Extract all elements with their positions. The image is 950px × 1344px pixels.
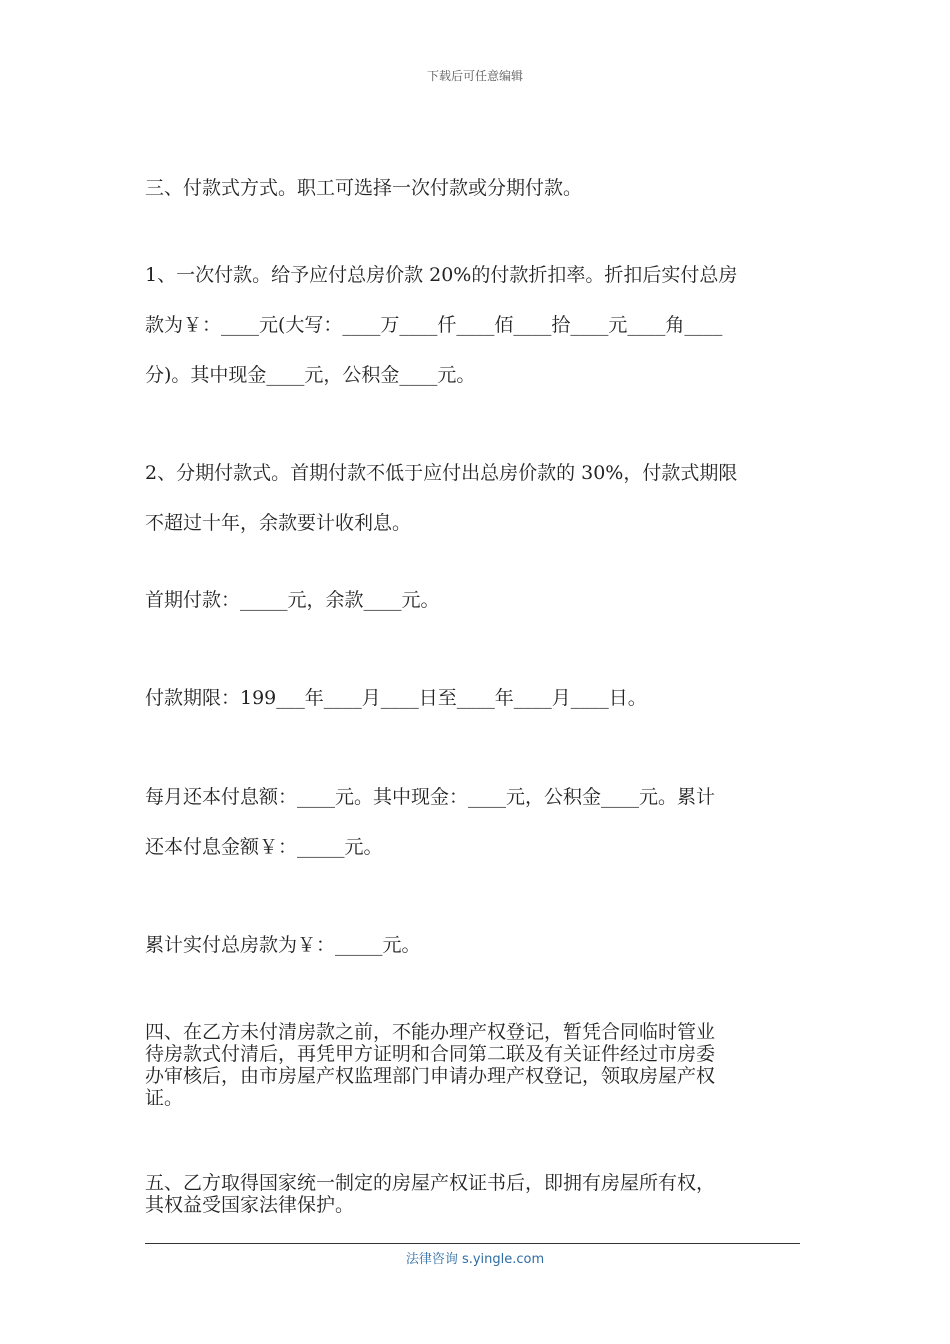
footer-link[interactable]: 法律咨询 s.yingle.com [405, 1252, 545, 1267]
first-payment-paragraph [145, 575, 815, 625]
lump-sum-paragraph [145, 250, 815, 400]
clause-four-line-4: 证。 [145, 1087, 184, 1109]
clause-five-paragraph [145, 1172, 815, 1216]
monthly-payment-paragraph [145, 772, 815, 872]
clause-four-line-3: 办审核后，由市房屋产权监理部门申请办理产权登记，领取房屋产权 [145, 1065, 716, 1087]
payment-method-line: 三、付款式方式。职工可选择一次付款或分期付款。 [145, 177, 583, 199]
installment-paragraph [145, 448, 815, 548]
total-paid-paragraph [145, 920, 815, 970]
payment-period-line: 付款期限：199___年____月____日至____年____月____日。 [145, 687, 647, 709]
total-paid-line: 累计实付总房款为￥：_____元。 [145, 934, 421, 956]
installment-line-1: 2、分期付款式。首期付款不低于应付出总房价款的 30%，付款式期限 [145, 462, 738, 484]
first-payment-line: 首期付款：_____元，余款____元。 [145, 589, 440, 611]
footer-divider [145, 1243, 800, 1244]
installment-line-2: 不超过十年，余款要计收利息。 [145, 512, 412, 534]
lump-sum-line-3: 分)。其中现金____元，公积金____元。 [145, 364, 476, 386]
clause-four-line-2: 待房款式付清后，再凭甲方证明和合同第二联及有关证件经过市房委 [145, 1043, 716, 1065]
clause-four-line-1: 四、在乙方未付清房款之前，不能办理产权登记，暂凭合同临时管业 [145, 1021, 716, 1043]
lump-sum-line-2: 款为￥：____元(大写：____万____仟____佰____拾____元____角____ [145, 314, 723, 336]
clause-five-line-1: 五、乙方取得国家统一制定的房屋产权证书后，即拥有房屋所有权， [145, 1172, 716, 1194]
monthly-line-1: 每月还本付息额：____元。其中现金：____元，公积金____元。累计 [145, 786, 716, 808]
clause-four-paragraph [145, 1021, 815, 1109]
payment-method-heading [145, 163, 815, 213]
header-note: 下载后可任意编辑 [426, 69, 523, 83]
clause-five-line-2: 其权益受国家法律保护。 [145, 1194, 355, 1216]
monthly-line-2: 还本付息金额￥：_____元。 [145, 836, 383, 858]
payment-period-paragraph [145, 673, 815, 723]
lump-sum-line-1: 1、一次付款。给予应付总房价款 20%的付款折扣率。折扣后实付总房 [145, 264, 738, 286]
